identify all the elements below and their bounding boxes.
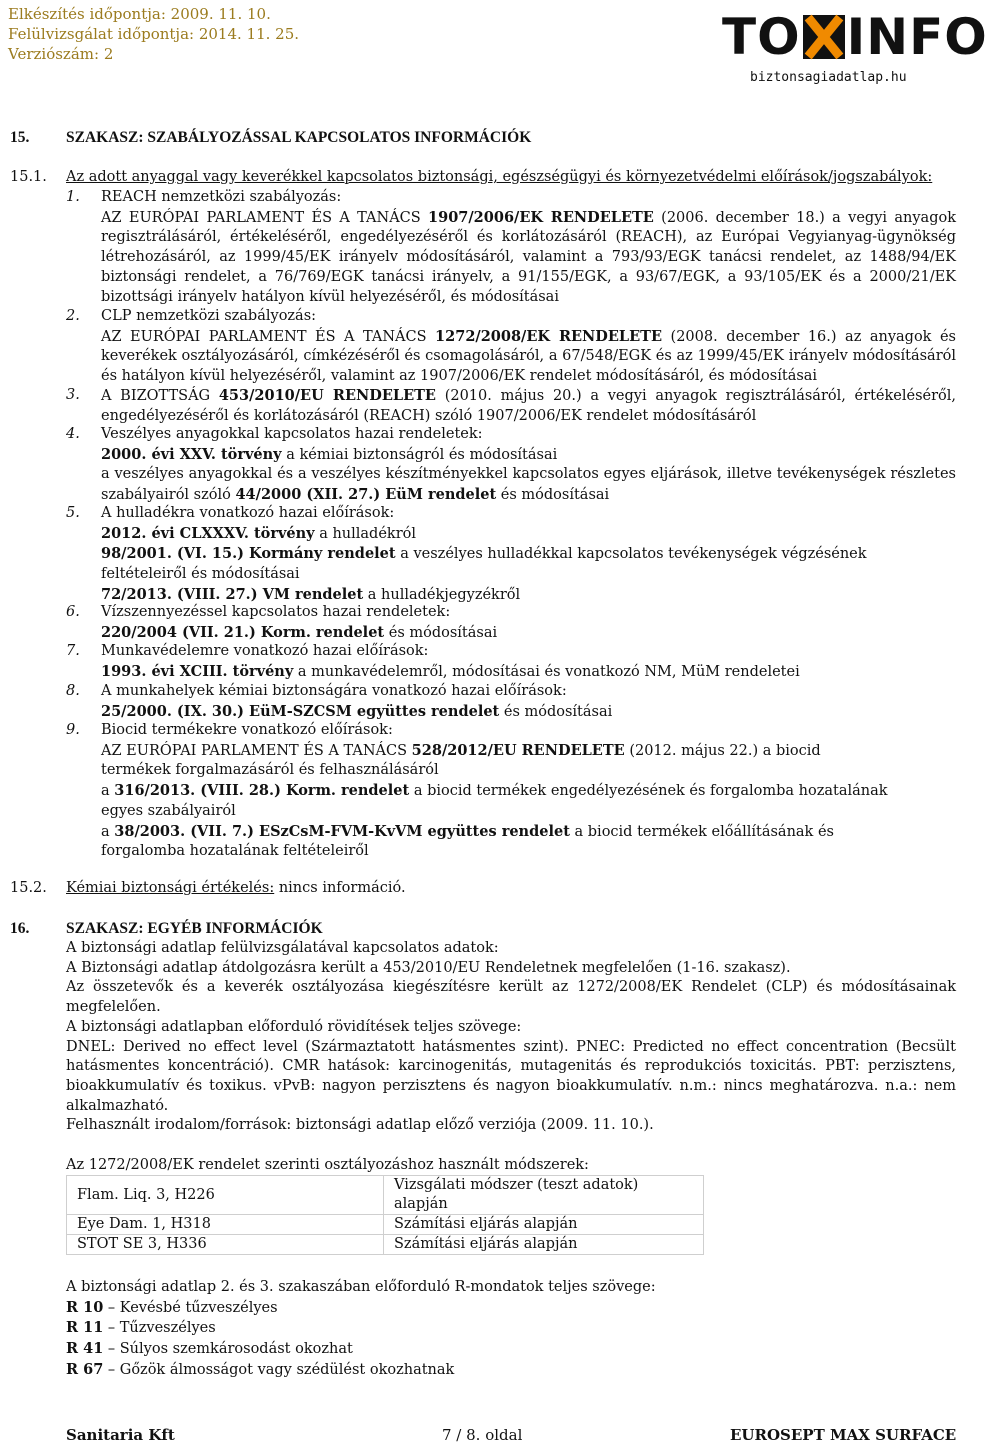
logo-text-left: TO xyxy=(722,8,801,66)
text-span: a hulladékról xyxy=(314,525,417,542)
list-item-waste xyxy=(101,504,956,606)
r-phrase-code: R 67 xyxy=(66,1360,104,1378)
item-heading: CLP nemzetközi szabályozás: xyxy=(101,308,317,324)
item-heading: A hulladékra vonatkozó hazai előírások: xyxy=(101,505,395,521)
item-heading: Biocid termékekre vonatkozó előírások: xyxy=(101,722,393,738)
r-phrase-text: – Tűzveszélyes xyxy=(103,1320,216,1337)
decree-number: 72/2013. (VIII. 27.) VM rendelet xyxy=(101,585,364,603)
regulation-number: 528/2012/EU RENDELETE xyxy=(411,741,625,759)
classification-methods-table xyxy=(66,1175,704,1255)
item-decree xyxy=(101,702,956,723)
text-span: AZ EURÓPAI PARLAMENT ÉS A TANÁCS xyxy=(101,209,429,226)
item-heading: REACH nemzetközi szabályozás: xyxy=(101,189,342,205)
text-span: és módosításai xyxy=(496,487,610,504)
r-phrase-code: R 11 xyxy=(66,1319,104,1337)
law-number: 2012. évi CLXXXV. törvény xyxy=(101,524,315,542)
list-item-number: 1. xyxy=(66,189,80,205)
text-span: AZ EURÓPAI PARLAMENT ÉS A TANÁCS xyxy=(101,742,412,759)
item-law xyxy=(101,445,956,466)
paragraph: Az összetevők és a keverék osztályozása kiegészítésre került az 1272/2008/EK Rendelet (CLP) és módosításainak megfelelően. xyxy=(66,979,956,1016)
version-number: Verziószám: 2 xyxy=(8,45,114,63)
item-decree xyxy=(101,544,956,584)
item-heading: A munkahelyek kémiai biztonságára vonatkozó hazai előírások: xyxy=(101,683,567,699)
table-cell: Számítási eljárás alapján xyxy=(384,1215,704,1235)
text-span: a biocid termékek engedélyezésének és forgalomba hozatalának egyes szabályairól xyxy=(101,783,888,819)
paragraph: A Biztonsági adatlap átdolgozásra került a 453/2010/EU Rendeletnek megfelelően (1-16. szakasz). xyxy=(66,959,791,976)
text-span: és módosításai xyxy=(384,624,498,641)
table-cell: Eye Dam. 1, H318 xyxy=(67,1215,384,1235)
list-item-water-pollution xyxy=(101,603,956,643)
list-item-hazardous-substances xyxy=(101,425,956,506)
abbreviations-paragraph: DNEL: Derived no effect level (Származtatott hatásmentes szint). PNEC: Predicted no effect concentration (Becsült hatásmentes koncentráció). CMR hatások: karcinogenitás, mutagenitás és reprodukciós toxicitás. PBT: perzisztens, bioakkumulatív és toxikus. vPvB: nagyon perzisztens és nagyon bioakkumulatív. n.m.: nincs meghatározva. n.a.: nem alkalmazható. xyxy=(66,1038,956,1114)
list-item-number: 6. xyxy=(66,604,80,620)
list-item-number: 7. xyxy=(66,643,80,659)
logo-website: biztonsagiadatlap.hu xyxy=(750,70,907,85)
section-15-1-title: Az adott anyaggal vagy keverékkel kapcsolatos biztonsági, egészségügyi és környezetvédelmi előírások/jogszabályok: xyxy=(66,169,933,185)
item-heading: Vízszennyezéssel kapcsolatos hazai rendeletek: xyxy=(101,604,451,620)
item-text xyxy=(101,327,956,387)
decree-number: 220/2004 (VII. 21.) Korm. rendelet xyxy=(101,623,385,641)
text-span: a xyxy=(101,823,115,840)
text-span: A BIZOTTSÁG xyxy=(101,388,219,404)
document-header-meta xyxy=(8,4,299,64)
r-phrase-text: – Gőzök álmosságot vagy szédülést okozhatnak xyxy=(103,1361,455,1378)
list-item-number: 9. xyxy=(66,722,80,738)
list-item xyxy=(66,1360,956,1381)
list-item-number: 3. xyxy=(66,387,80,403)
text-span: a munkavédelemről, módosításai és vonatkozó NM, MüM rendeletei xyxy=(293,663,800,680)
table-row xyxy=(67,1235,704,1255)
section-15-2-text xyxy=(66,879,406,899)
item-heading: Veszélyes anyagokkal kapcsolatos hazai rendeletek: xyxy=(101,426,483,442)
law-number: 2000. évi XXV. törvény xyxy=(101,445,282,463)
item-decree xyxy=(101,781,911,821)
list-item-number: 2. xyxy=(66,308,80,324)
section-15-2-label: Kémiai biztonsági értékelés: xyxy=(66,880,275,896)
list-item-number: 4. xyxy=(66,426,80,442)
item-heading: Munkavédelemre vonatkozó hazai előírások: xyxy=(101,643,429,659)
text-span: a veszélyes anyagokkal és a veszélyes készítményekkel kapcsolatos egyes eljárások, illetve tevékenységek részletes szabályairól szóló xyxy=(101,466,956,504)
section-15-title: SZAKASZ: SZABÁLYOZÁSSAL KAPCSOLATOS INFORMÁCIÓK xyxy=(66,129,532,146)
decree-number: 316/2013. (VIII. 28.) Korm. rendelet xyxy=(114,782,410,800)
text-span: a veszélyes hulladékkal kapcsolatos tevékenységek végzésének feltételeiről és módosításai xyxy=(101,546,867,583)
list-item-occupational-safety xyxy=(101,642,956,682)
text-span: a xyxy=(101,783,115,800)
list-item xyxy=(66,1298,956,1319)
section-15-2-value: nincs információ. xyxy=(274,880,406,896)
list-item-453-2010 xyxy=(101,386,956,426)
text-span: a kémiai biztonságról és módosításai xyxy=(281,446,558,463)
text-span: (2010. május 20.) a vegyi anyagok regisztrálásáról, értékeléséről, engedélyezéséről és korlátozásáról (REACH) szóló 1907/2006/EK rendelet módosításáról xyxy=(101,388,956,424)
regulation-number: 1907/2006/EK RENDELETE xyxy=(428,208,654,226)
table-cell: Vizsgálati módszer (teszt adatok) alapján xyxy=(384,1176,704,1215)
r-phrase-text: – Kevésbé tűzveszélyes xyxy=(103,1299,278,1316)
decree-number: 25/2000. (IX. 30.) EüM-SZCSM együttes rendelet xyxy=(101,702,500,720)
text-span: AZ EURÓPAI PARLAMENT ÉS A TANÁCS xyxy=(101,328,436,345)
section-16-body xyxy=(66,939,956,1136)
section-16-title: SZAKASZ: EGYÉB INFORMÁCIÓK xyxy=(66,920,323,937)
table-cell: Flam. Liq. 3, H226 xyxy=(67,1176,384,1215)
list-item-chemical-safety-workplace xyxy=(101,682,956,722)
text-span: a biocid termékek előállításának és forgalomba hozatalának feltételeiről xyxy=(101,823,834,860)
text-span: a hulladékjegyzékről xyxy=(363,586,521,603)
list-item-number: 8. xyxy=(66,683,80,699)
text-span: és módosításai xyxy=(499,703,613,720)
decree-number: 38/2003. (VII. 7.) ESzCsM-FVM-KvVM együttes rendelet xyxy=(114,822,570,840)
regulation-number: 453/2010/EU RENDELETE xyxy=(218,387,436,404)
section-15-2-number: 15.2. xyxy=(10,880,47,896)
list-item-reach xyxy=(101,188,956,307)
text-span: (2006. december 18.) a vegyi anyagok regisztrálásáról, értékeléséről, engedélyezéséről és korlátozásáról (REACH), az Európai Vegyianyag-ügynökség létrehozásáról, az 1999/45/EK irányelv módosításáról, valamint a 793/93/EGK tanácsi rendelet, az 1488/94/EK biztonsági rendelet, a 76/769/EGK tanácsi irányelv, a 91/155/EGK, a 93/67/EGK, a 93/105/EK és a 2000/21/EK bizottsági irányelv hatályon kívül helyezéséről, és módosításai xyxy=(101,209,956,305)
prepared-date: Elkészítés időpontja: 2009. 11. 10. xyxy=(8,5,271,23)
section-15-number: 15. xyxy=(10,129,30,146)
r-phrase-text: – Súlyos szemkárosodást okozhat xyxy=(103,1341,353,1358)
paragraph: A biztonsági adatlap felülvizsgálatával kapcsolatos adatok: xyxy=(66,940,499,956)
footer-company: Sanitaria Kft xyxy=(66,1426,175,1444)
classification-methods-heading: Az 1272/2008/EK rendelet szerinti osztályozáshoz használt módszerek: xyxy=(66,1157,589,1173)
item-decree xyxy=(101,465,956,505)
list-item-number: 5. xyxy=(66,505,80,521)
text-span: (2012. május 22.) a biocid termékek forgalmazásáról és felhasználásáról xyxy=(101,742,821,779)
logo-text-right: INFO xyxy=(846,8,988,66)
revision-date: Felülvizsgálat időpontja: 2014. 11. 25. xyxy=(8,25,300,43)
law-number: 1993. évi XCIII. törvény xyxy=(101,662,294,680)
logo-x-icon xyxy=(803,15,845,59)
r-phrases-heading: A biztonsági adatlap 2. és 3. szakaszában előforduló R-mondatok teljes szövege: xyxy=(66,1279,656,1295)
toxinfo-logo xyxy=(722,8,988,90)
item-decree xyxy=(101,623,956,644)
r-phrases-block xyxy=(66,1278,956,1381)
table-row xyxy=(67,1176,704,1215)
decree-number: 44/2000 (XII. 27.) EüM rendelet xyxy=(235,486,497,504)
logo-wordmark xyxy=(722,10,988,64)
r-phrase-code: R 41 xyxy=(66,1340,104,1358)
list-item-biocides xyxy=(101,721,956,862)
paragraph: A biztonsági adatlapban előforduló rövidítések teljes szövege: xyxy=(66,1018,522,1035)
r-phrase-code: R 10 xyxy=(66,1298,104,1316)
item-decree xyxy=(101,822,891,862)
paragraph: Felhasznált irodalom/források: biztonsági adatlap előző verziója (2009. 11. 10.). xyxy=(66,1117,654,1134)
regulation-number: 1272/2008/EK RENDELETE xyxy=(435,327,663,345)
list-item xyxy=(66,1339,956,1360)
item-regulation xyxy=(101,741,881,781)
section-16-number: 16. xyxy=(10,920,30,937)
table-cell: STOT SE 3, H336 xyxy=(67,1235,384,1255)
decree-number: 98/2001. (VI. 15.) Kormány rendelet xyxy=(101,545,396,563)
item-law xyxy=(101,662,956,683)
table-row xyxy=(67,1215,704,1235)
table-cell: Számítási eljárás alapján xyxy=(384,1235,704,1255)
footer-page-number: 7 / 8. oldal xyxy=(442,1426,523,1444)
section-15-1-number: 15.1. xyxy=(10,169,47,185)
item-text xyxy=(101,208,956,308)
list-item xyxy=(66,1318,956,1339)
text-span: (2008. december 16.) az anyagok és keverékek osztályozásáról, címkézéséről és csomagolásáról, a 67/548/EGK és az 1999/45/EK irányelv módosításáról és hatályon kívül helyezéséről, valamint az 1907/2006/EK rendelet módosításáról, és módosításai xyxy=(101,328,956,385)
item-law xyxy=(101,524,956,545)
list-item-clp xyxy=(101,307,956,387)
footer-product-name: EUROSEPT MAX SURFACE xyxy=(730,1426,957,1444)
